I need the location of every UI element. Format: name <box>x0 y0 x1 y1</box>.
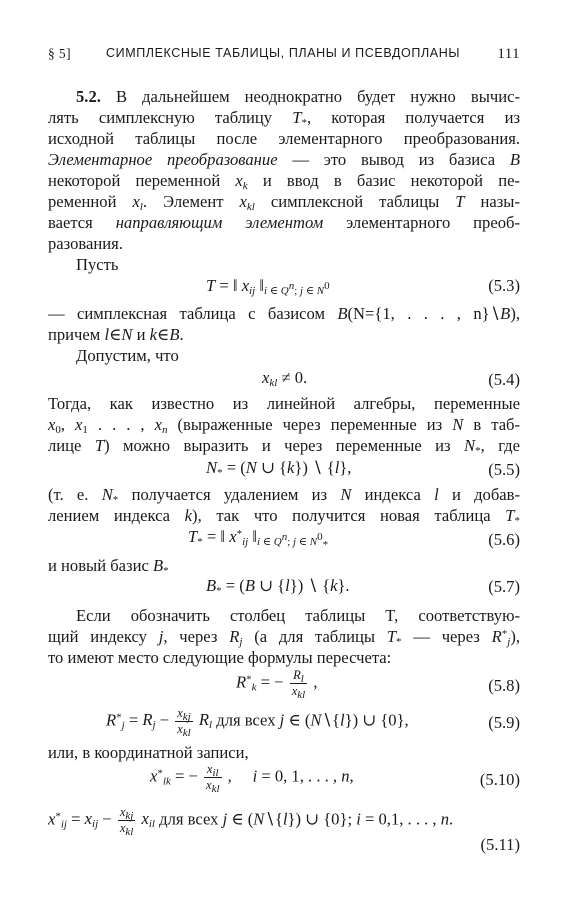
formula-5-10: $x^*_{lk}$ = − $x_{il}$ $x_{kl}$ , i = 0, 1, . . . , n, <box>150 762 354 795</box>
text-line: некоторой переменной $x_k$ и ввод в базис некоторой пе- <box>48 171 520 192</box>
formula-5-3: T = ‖ $x_{ij}$ $‖_{i \in Q^n; j \in N^0}$ <box>206 276 330 297</box>
chapter-title: СИМПЛЕКСНЫЕ ТАБЛИЦЫ, ПЛАНЫ И ПСЕВДОПЛАНЫ <box>106 46 460 60</box>
page-number: 111 <box>497 46 520 62</box>
text-line: вается направляющим элементом элементарного преоб- <box>48 213 520 232</box>
section-label: § 5] <box>48 46 71 61</box>
formula-5-6: $T_*$ = ‖ $x^*_{ij}$ $‖_{i \in Q^n; j \in N^0_*}$ <box>188 527 329 551</box>
text-line: $x_0$, $x_1$ . . . , $x_n$ (выраженные через переменные из N в таб- <box>48 415 521 436</box>
formula-5-7: $B_* = (B$ ∪ {l}) ∖ {k}. <box>206 576 350 597</box>
text-line: Допустим, что <box>76 346 179 365</box>
text-line: (т. е. $N_*$ получается удалением из N индекса l и добав- <box>48 485 521 506</box>
text-line: или, в координатной записи, <box>48 743 249 762</box>
text-line: Если обозначить столбец таблицы T, соответствую- <box>76 606 520 625</box>
equation-number: (5.6) <box>488 530 520 549</box>
text-line: причем l∈N и k∈B. <box>48 325 184 344</box>
text-line: лице T) можно выразить и через переменные из $N_*$, где <box>48 436 520 457</box>
text-line: — симплексная таблица с базисом B(N={1, . . . , n}∖B), <box>48 304 520 323</box>
formula-5-9: $R^*_j = R_j$ − $x_{kj}$ $x_{kl}$ $R_l$ для всех j ∈ (N∖{l}) ∪ {0}, <box>106 706 409 739</box>
formula-5-4: $x_{kl} \ne 0$. <box>262 368 308 389</box>
text-line: ременной $x_l$. Элемент $x_{kl}$ симплексной таблицы T назы- <box>48 192 520 213</box>
equation-number: (5.7) <box>488 577 520 596</box>
equation-number: (5.5) <box>488 460 520 479</box>
equation-number: (5.8) <box>488 676 520 695</box>
text-line: то имеют место следующие формулы пересчета: <box>48 648 392 667</box>
formula-5-5: $N_* = (N$ ∪ {k}) ∖ {l}, <box>206 458 352 479</box>
equation-number: (5.9) <box>488 713 520 732</box>
equation-number: (5.11) <box>480 835 520 854</box>
running-header <box>48 46 520 66</box>
text-line: и новый базис $B_*$ <box>48 556 169 577</box>
text-line: щий индексу j, через $R_j$ (а для таблицы $T_*$ — через $R^*_j$), <box>48 627 520 648</box>
text-line: исходной таблицы после элементарного преобразования. <box>48 129 520 148</box>
equation-number: (5.3) <box>488 276 520 295</box>
text-line: Тогда, как известно из линейной алгебры, переменные <box>48 394 520 413</box>
formula-5-8: $R^*_k$ = − $R_l$ $x_{kl}$ , <box>236 668 318 701</box>
text-line: лением индекса k), так что получится новая таблица $T_*$ <box>48 506 520 527</box>
equation-number: (5.4) <box>488 370 520 389</box>
subsection-heading: 5.2. <box>76 87 101 106</box>
text-line: разования. <box>48 234 123 253</box>
equation-number: (5.10) <box>479 770 520 789</box>
text-line: Пусть <box>76 255 119 274</box>
text-line: лять симплексную таблицу $T_*$, которая получается из <box>48 108 521 129</box>
formula-5-11: $x^*_{ij} = x_{ij}$ − $x_{kj}$ $x_{kl}$ $x_{il}$ для всех j ∈ (N∖{l}) ∪ {0}; i = 0,1, . . . , n. <box>48 805 454 838</box>
text-line: Элементарное преобразование — это вывод из базиса B <box>48 150 520 169</box>
text-line: 5.2. В дальнейшем неоднократно будет нужно вычис- <box>76 87 520 106</box>
